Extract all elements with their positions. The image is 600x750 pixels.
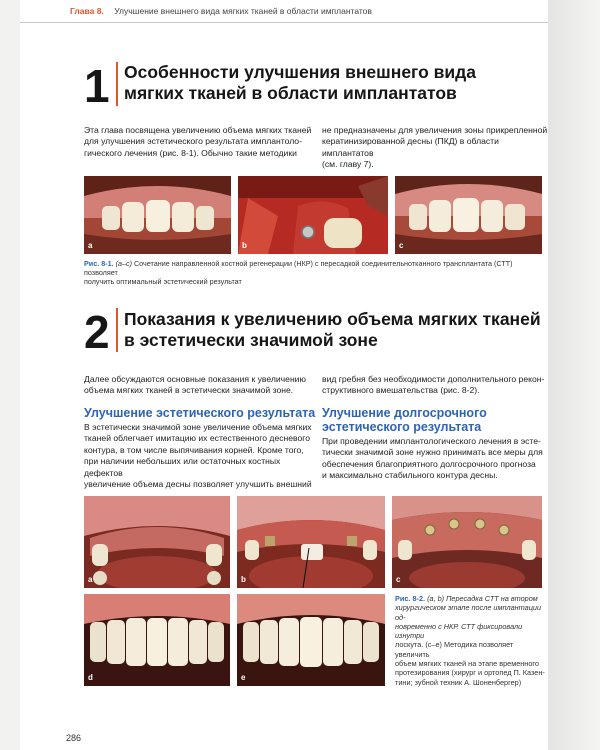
subhead-line: Улучшение долгосрочного	[322, 406, 487, 420]
page-number: 286	[66, 733, 82, 743]
text-line: увеличение объема десны позволяет улучшить внешний	[84, 479, 312, 490]
caption-line: получить оптимальный эстетический результат	[84, 277, 242, 287]
section-2-title-line1: Показания к увеличению объема мягких тканей	[124, 309, 541, 329]
subsection-1-text	[84, 422, 316, 490]
text-line: (см. главу 7).	[322, 159, 374, 170]
text-line: объема мягких тканей в эстетически значимой зоне.	[84, 385, 294, 396]
teeth-smile-image	[395, 176, 542, 254]
section-1-accent-bar	[116, 62, 118, 106]
running-header	[20, 0, 548, 23]
caption-text: (a, b) Пересадка СТТ на втором	[427, 594, 538, 603]
subsection-2-text	[322, 436, 554, 482]
text-line: гического лечения (рис. 8-1). Обычно такие методики	[84, 147, 297, 158]
text-line: и максимально стабильного контура десны.	[322, 470, 498, 481]
section-2-number: 2	[84, 306, 110, 358]
text-line: не предназначены для увеличения зоны прикрепленной	[322, 125, 548, 135]
jaw-implants-image	[84, 496, 230, 588]
caption-line: лоскута. (c–e) Методика позволяет увеличить	[395, 640, 514, 659]
subhead-long-term-result	[322, 407, 487, 434]
text-line: для улучшения эстетического результата имплантоло-	[84, 136, 302, 147]
subhead-line: эстетического результата	[322, 419, 482, 434]
text-line: Эта глава посвящена увеличению объема мягких тканей	[84, 125, 312, 135]
section-2-title-line2: в эстетически значимой зоне	[124, 330, 378, 350]
figure-letter: a	[88, 575, 93, 584]
section-1-column-2	[322, 125, 552, 171]
section-1-number: 1	[84, 60, 110, 112]
text-line: тканей облегчает имитацию их естественного десневого	[84, 433, 311, 444]
caption-line	[84, 259, 544, 277]
healing-abutments-image	[392, 496, 542, 588]
section-1-title-line2: мягких тканей в области имплантатов	[124, 83, 457, 103]
text-line: контура, в том числе выпячивания корней. Кроме того,	[84, 444, 304, 455]
figure-letter: b	[241, 575, 246, 584]
final-teeth-image	[237, 594, 385, 686]
text-line: обеспечения благоприятного долгосрочного прогноза	[322, 458, 536, 469]
figure-1a-photo	[84, 176, 231, 254]
figure-1-caption	[84, 259, 544, 287]
text-line: при наличии небольших или остаточных костных дефектов	[84, 456, 281, 478]
text-line: вид гребня без необходимости дополнительного рекон-	[322, 374, 545, 384]
text-line: Далее обсуждаются основные показания к увеличению	[84, 374, 306, 384]
section-2-column-1	[84, 374, 314, 397]
subhead-aesthetic-result: Улучшение эстетического результата	[84, 406, 316, 420]
figure-letter: b	[242, 241, 247, 250]
figure-2c-photo	[392, 496, 542, 588]
text-line: тически значимой зоне нужно принимать все меры для	[322, 447, 543, 458]
figure-2e-photo	[237, 594, 385, 686]
provisional-teeth-image	[84, 594, 230, 686]
caption-line: протезирования (хирург и ортопед П. Казен-	[395, 668, 545, 678]
section-1-title-line1: Особенности улучшения внешнего вида	[124, 62, 477, 82]
figure-2-caption	[395, 594, 545, 687]
figure-label: Рис. 8-1.	[84, 259, 114, 268]
section-2-column-2	[322, 374, 552, 397]
figure-2a-photo	[84, 496, 230, 588]
figure-letter: e	[241, 673, 246, 682]
chapter-title: Улучшение внешнего вида мягких тканей в области имплантатов	[114, 6, 372, 16]
section-2-title	[124, 309, 541, 351]
text-line: В эстетически значимой зоне увеличение объема мягких	[84, 422, 312, 432]
caption-line	[395, 594, 545, 603]
page-edge	[548, 0, 600, 750]
figure-letter: d	[88, 673, 93, 682]
figure-1b-photo	[238, 176, 388, 254]
figure-1c-photo	[395, 176, 542, 254]
surgery-image	[238, 176, 388, 254]
figure-letter: c	[399, 241, 404, 250]
caption-line: новременно с НКР. СТТ фиксировали изнутри	[395, 621, 523, 641]
figure-letter: a	[88, 241, 93, 250]
teeth-smile-image	[84, 176, 231, 254]
figure-letter: c	[396, 575, 401, 584]
text-line: структивного вмешательства (рис. 8-2).	[322, 385, 480, 396]
caption-line: хирургическом этапе после имплантации од-	[395, 603, 542, 622]
section-2-accent-bar	[116, 308, 118, 352]
figure-parts: (a–c)	[115, 259, 132, 268]
section-1-title	[124, 62, 476, 104]
text-line: кератинизированной десны (ПКД) в области имплантатов	[322, 136, 499, 158]
caption-line: тини; зубной техник А. Шоненбергер)	[395, 677, 522, 687]
text-line: При проведении имплантологического лечения в эсте-	[322, 436, 541, 446]
section-1-column-1	[84, 125, 314, 159]
figure-2b-photo	[237, 496, 385, 588]
chapter-label: Глава 8.	[70, 6, 104, 16]
graft-surgery-image	[237, 496, 385, 588]
caption-line: объем мягких тканей на этапе временного	[395, 659, 539, 669]
figure-2d-photo	[84, 594, 230, 686]
caption-text: Сочетание направленной костной регенерации (НКР) с пересадкой соединительнотканного трансплантата (СТТ) позволяет	[84, 259, 513, 278]
figure-label: Рис. 8-2.	[395, 594, 426, 603]
